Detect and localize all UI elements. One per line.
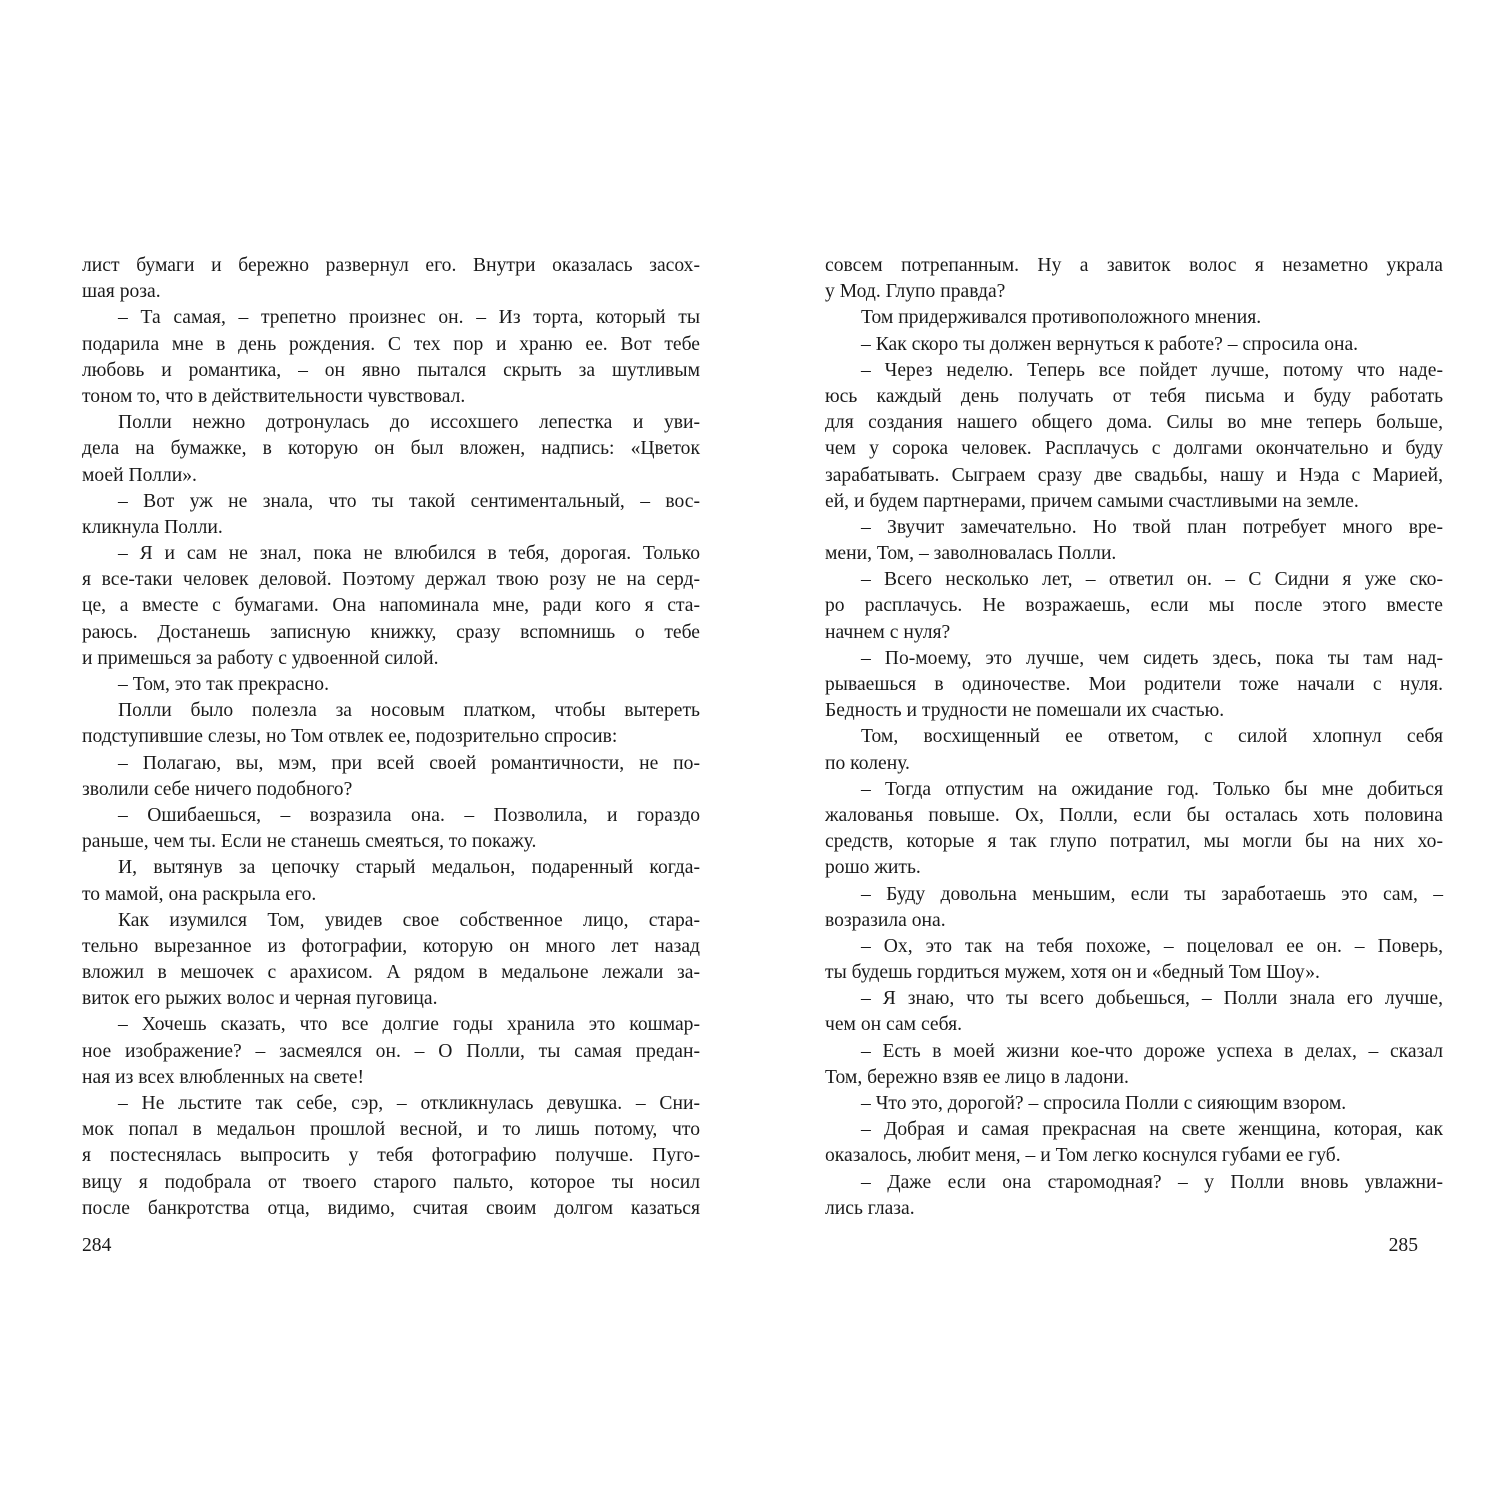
text-line: и примешься за работу с удвоенной силой. — [82, 647, 439, 669]
text-line: раюсь. Достанешь записную книжку, сразу вспомнишь о тебе — [82, 621, 700, 643]
text-line: – Ошибаешься, – возразила она. – Позволила, и гораздо — [118, 804, 700, 826]
text-line: я постеснялась выпросить у тебя фотографию получше. Пуго- — [82, 1145, 700, 1167]
text-line: Полли нежно дотронулась до иссохшего лепестка и уви- — [118, 412, 700, 434]
text-line: рываешься в одиночестве. Мои родители тоже начали с нуля. — [825, 674, 1443, 695]
right-page-number: 285 — [1388, 1235, 1418, 1256]
text-line: лист бумаги и бережно развернул его. Внутри оказалась засох- — [82, 255, 700, 276]
left-page-number: 284 — [82, 1235, 112, 1256]
text-line: – Добрая и самая прекрасная на свете женщина, которая, как — [861, 1119, 1443, 1141]
text-line: мени, Том, – заволновалась Полли. — [825, 543, 1117, 565]
text-line: зволили себе ничего подобного? — [82, 778, 353, 800]
text-line: оказалось, любит меня, – и Том легко коснулся губами ее губ. — [825, 1145, 1341, 1167]
text-line: тельно вырезанное из фотографии, которую он много лет назад — [82, 935, 700, 957]
text-line: юсь каждый день получать от тебя письма и буду работать — [825, 385, 1443, 407]
text-line: це, а вместе с бумагами. Она напоминала мне, ради кого я ста- — [82, 595, 700, 617]
text-line: раньше, чем ты. Если не станешь смеяться, то покажу. — [82, 831, 537, 853]
text-line: – Что это, дорогой? – спросила Полли с сияющим взором. — [861, 1093, 1347, 1114]
text-line: ное изображение? – засмеялся он. – О Полли, ты самая предан- — [82, 1040, 700, 1062]
text-line: чем он сам себя. — [825, 1014, 962, 1036]
text-line: – Не льстите так себе, сэр, – откликнулась девушка. – Сни- — [118, 1093, 700, 1114]
text-line: – Через неделю. Теперь все пойдет лучше, потому что наде- — [861, 359, 1443, 381]
text-line: у Мод. Глупо правда? — [825, 281, 1006, 303]
text-line: – Я и сам не знал, пока не влюбился в тебя, дорогая. Только — [118, 543, 700, 565]
text-line: – Как скоро ты должен вернуться к работе? – спросила она. — [861, 333, 1359, 355]
right-page-text — [825, 253, 1443, 1222]
text-line: И, вытянув за цепочку старый медальон, подаренный когда- — [118, 857, 700, 879]
text-line: ная из всех влюбленных на свете! — [82, 1066, 365, 1088]
text-line: ро расплачусь. Не возражаешь, если мы после этого вместе — [825, 595, 1443, 617]
text-line: – Всего несколько лет, – ответил он. – С Сидни я уже ско- — [861, 569, 1443, 591]
text-line: подступившие слезы, но Том отвлек ее, подозрительно спросив: — [82, 726, 618, 748]
text-line: – Буду довольна меньшим, если ты заработаешь это сам, – — [861, 883, 1443, 905]
text-line: – По-моему, это лучше, чем сидеть здесь, пока ты там над- — [861, 647, 1443, 669]
text-line: – Вот уж не знала, что ты такой сентиментальный, – вос- — [118, 490, 700, 512]
text-line: рошо жить. — [825, 857, 921, 879]
text-line: то мамой, она раскрыла его. — [82, 883, 317, 905]
left-page-text — [82, 253, 700, 1222]
text-line: вложил в мешочек с арахисом. А рядом в медальоне лежали за- — [82, 962, 700, 984]
text-line: жалованья повыше. Ох, Полли, если бы осталась хоть половина — [825, 804, 1443, 826]
text-line: возразила она. — [825, 909, 946, 931]
text-line: – Звучит замечательно. Но твой план потребует много вре- — [861, 516, 1443, 538]
text-line: начнем с нуля? — [825, 621, 951, 643]
text-line: любовь и романтика, – он явно пытался скрыть за шутливым — [82, 359, 700, 381]
text-line: моей Полли». — [82, 464, 197, 486]
text-line: Бедность и трудности не помешали их счастью. — [825, 700, 1225, 722]
text-line: вицу я подобрала от твоего старого пальто, которое ты носил — [82, 1171, 700, 1193]
text-line: – Тогда отпустим на ожидание год. Только бы мне добиться — [861, 778, 1443, 800]
text-line: подарила мне в день рождения. С тех пор и храню ее. Вот тебе — [82, 333, 700, 355]
left-page — [82, 253, 700, 1222]
text-line: – Та самая, – трепетно произнес он. – Из торта, который ты — [118, 307, 700, 329]
text-line: лись глаза. — [825, 1197, 915, 1219]
text-line: Как изумился Том, увидев свое собственное лицо, стара- — [118, 909, 700, 931]
right-page — [825, 253, 1443, 1222]
text-line: – Хочешь сказать, что все долгие годы хранила это кошмар- — [118, 1014, 700, 1036]
text-line: – Ох, это так на тебя похоже, – поцеловал ее он. – Поверь, — [861, 935, 1443, 957]
text-line: средств, которые я так глупо потратил, мы могли бы на них хо- — [825, 831, 1443, 853]
text-line: Полли было полезла за носовым платком, чтобы вытереть — [118, 700, 700, 722]
text-line: тоном то, что в действительности чувствовал. — [82, 385, 466, 407]
text-line: мок попал в медальон прошлой весной, и то лишь потому, что — [82, 1119, 700, 1141]
text-line: – Я знаю, что ты всего добьешься, – Полли знала его лучше, — [861, 988, 1443, 1010]
text-line: я все-таки человек деловой. Поэтому держал твою розу не на серд- — [82, 569, 700, 591]
text-line: после банкротства отца, видимо, считая своим долгом казаться — [82, 1197, 700, 1219]
text-line: Том, восхищенный ее ответом, с силой хлопнул себя — [861, 726, 1443, 748]
text-line: совсем потрепанным. Ну а завиток волос я незаметно украла — [825, 255, 1443, 276]
text-line: – Том, это так прекрасно. — [118, 674, 330, 695]
text-line: – Даже если она старомодная? – у Полли вновь увлажни- — [861, 1171, 1443, 1193]
text-line: шая роза. — [82, 281, 161, 303]
text-line: виток его рыжих волос и черная пуговица. — [82, 988, 438, 1010]
text-line: Том, бережно взяв ее лицо в ладони. — [825, 1066, 1129, 1088]
text-line: чем у сорока человек. Расплачусь с долгами окончательно и буду — [825, 438, 1443, 460]
text-line: кликнула Полли. — [82, 516, 223, 538]
text-line: Том придерживался противоположного мнения. — [861, 307, 1262, 329]
text-line: – Полагаю, вы, мэм, при всей своей романтичности, не по- — [118, 752, 700, 774]
text-line: ты будешь гордиться мужем, хотя он и «бедный Том Шоу». — [825, 962, 1320, 984]
text-line: по колену. — [825, 752, 910, 774]
text-line: для создания нашего общего дома. Силы во мне теперь больше, — [825, 412, 1443, 434]
text-line: зарабатывать. Сыграем сразу две свадьбы, нашу и Нэда с Марией, — [825, 464, 1443, 486]
text-line: ей, и будем партнерами, причем самыми счастливыми на земле. — [825, 490, 1359, 512]
text-line: дела на бумажке, в которую он был вложен, надпись: «Цветок — [82, 438, 700, 460]
text-line: – Есть в моей жизни кое-что дороже успеха в делах, – сказал — [861, 1040, 1443, 1062]
